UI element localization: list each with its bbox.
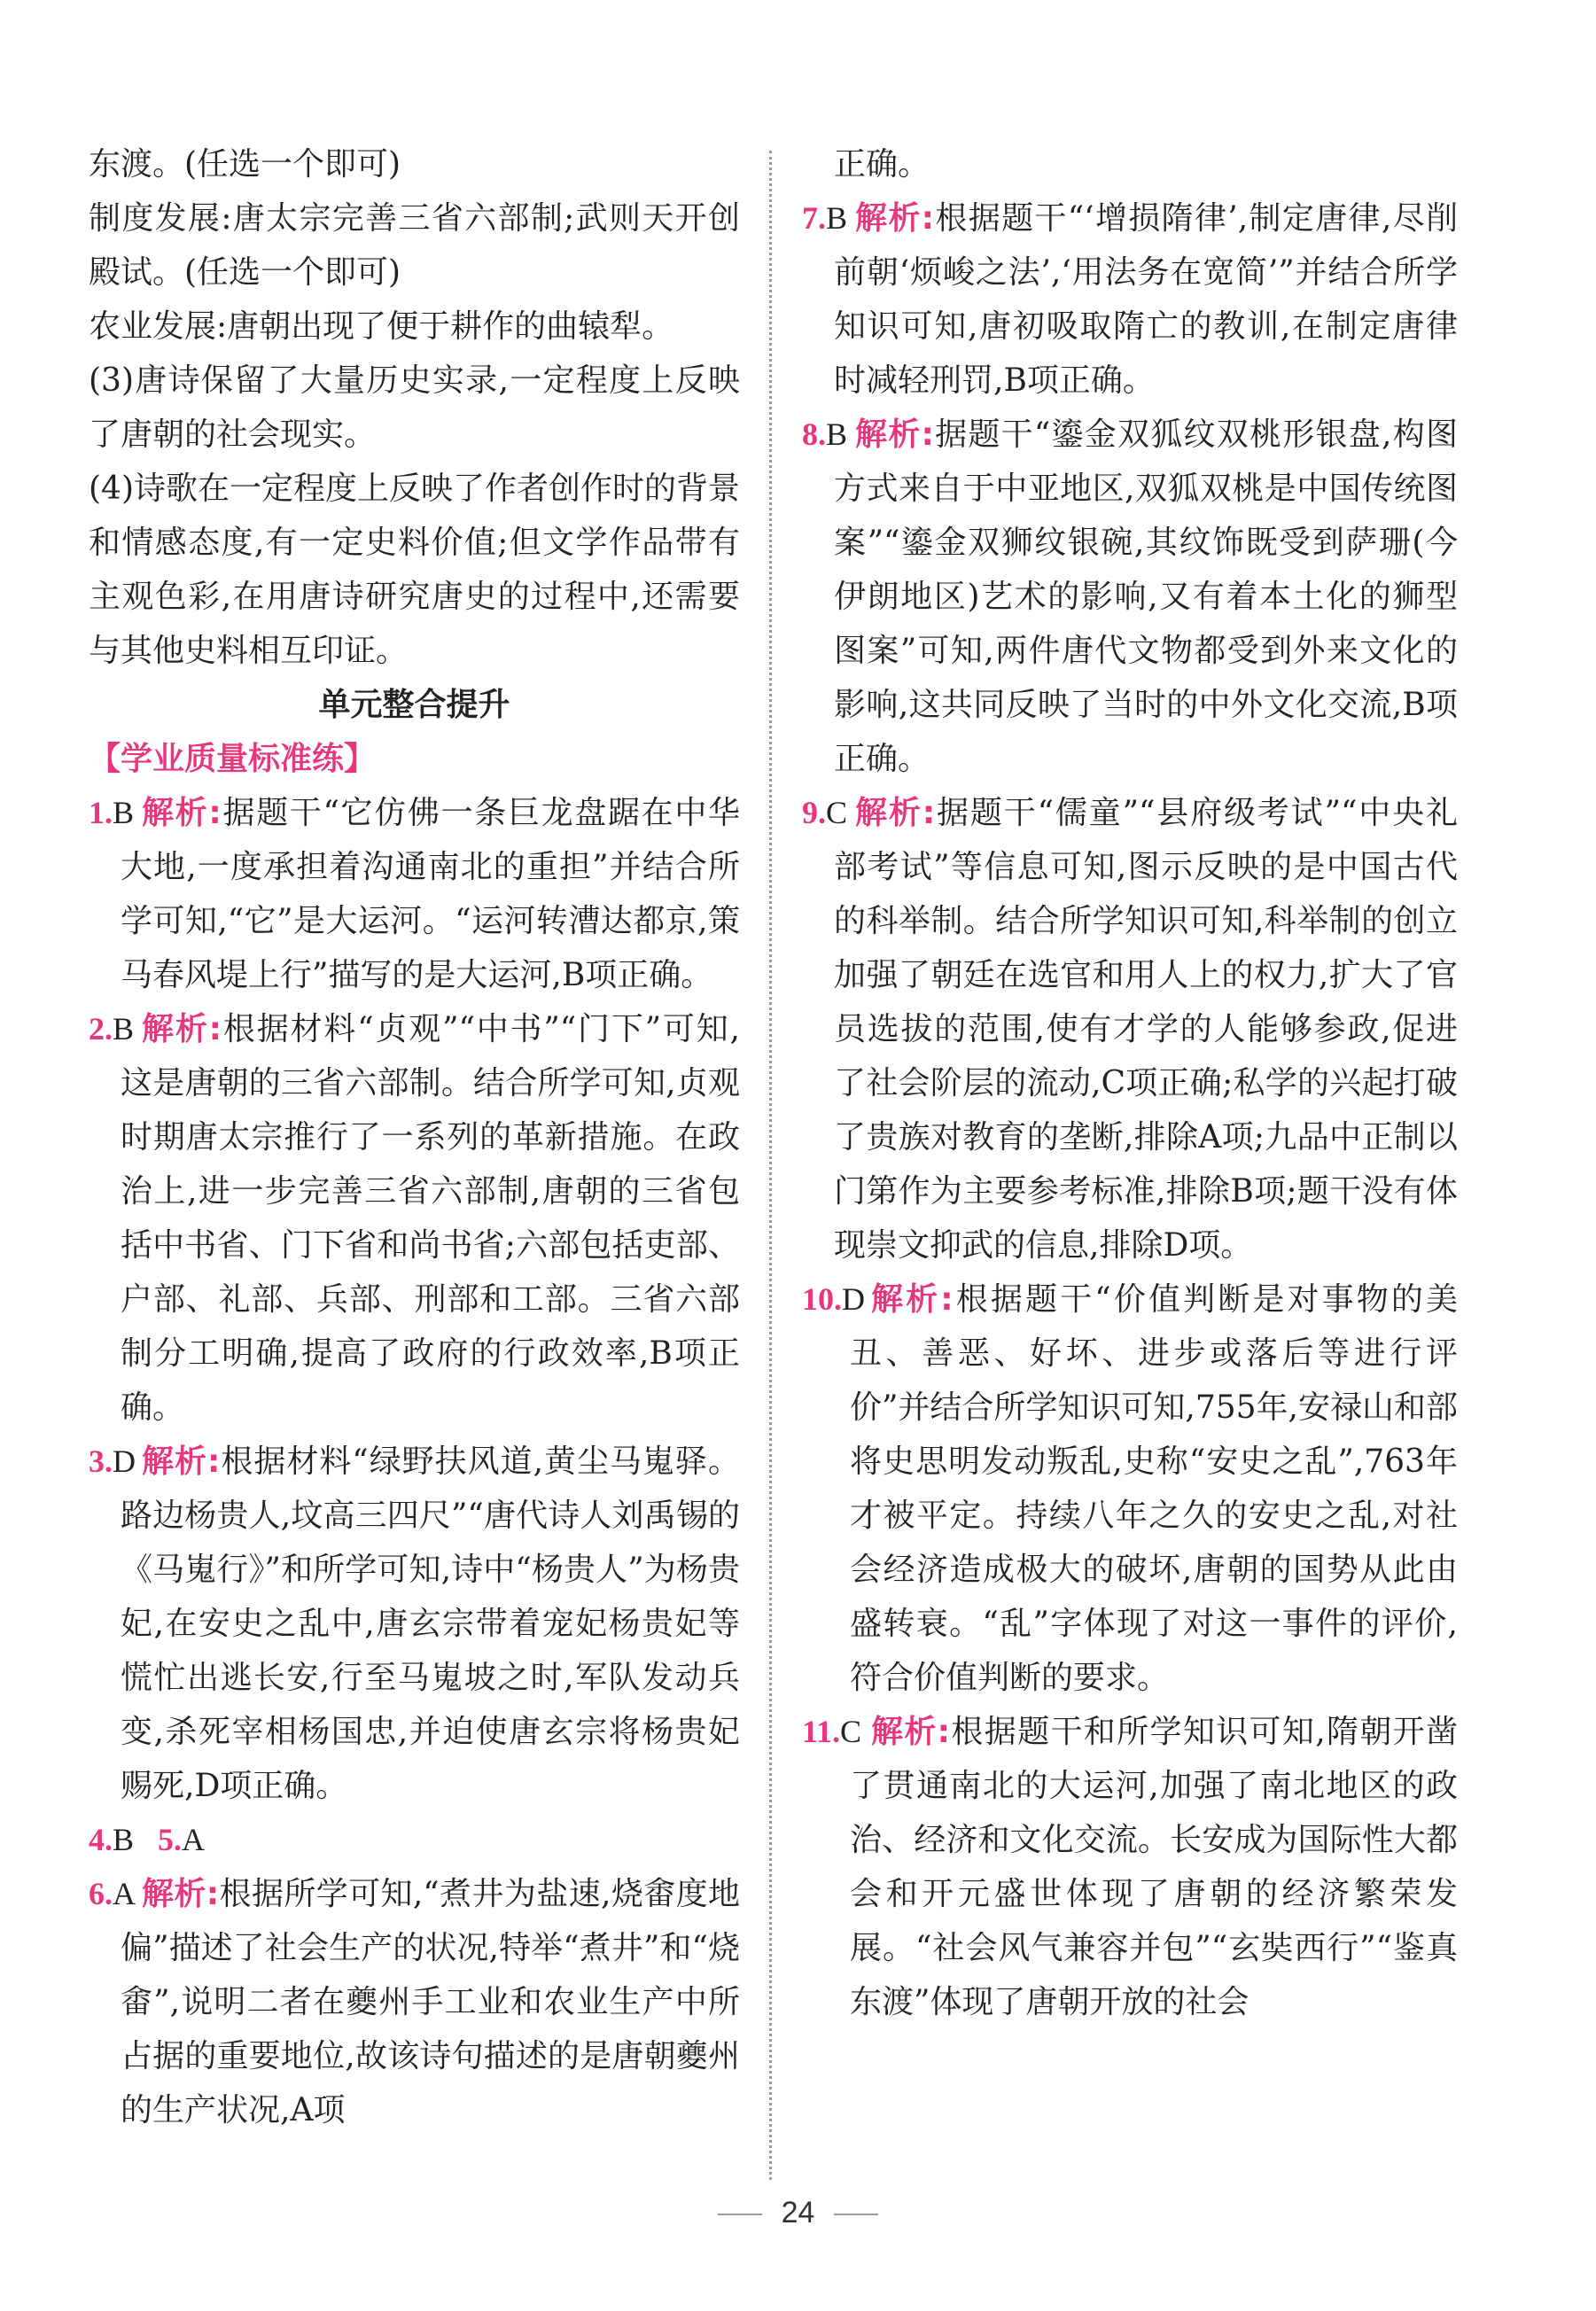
question-label: 8.B	[802, 416, 848, 452]
section-title: 单元整合提升	[318, 687, 510, 723]
paragraph: (3)唐诗保留了大量历史实录,一定程度上反映了唐朝的社会现实。	[89, 362, 740, 453]
answer-item-10	[802, 1272, 1458, 1705]
answer: A	[182, 1822, 206, 1857]
analysis-tag: 解析:	[855, 795, 936, 831]
answer-item-11	[802, 1705, 1458, 2029]
column-divider	[769, 151, 772, 2180]
answer-item-6	[89, 1867, 740, 2137]
dash-decoration	[834, 2214, 878, 2215]
paragraph: 东渡。(任选一个即可)	[89, 146, 401, 183]
analysis-tag: 解析:	[142, 1443, 221, 1480]
question-number: 5.	[158, 1822, 183, 1857]
analysis-text: 根据材料“贞观”“中书”“门下”可知,这是唐朝的三省六部制。结合所学可知,贞观时期唐太宗推行了一系列的革新措施。在政治上,进一步完善三省六部制,唐朝的三省包括中书省、门下省和尚书省;六部包括吏部、户部、礼部、兵部、刑部和工部。三省六部制分工明确,提高了政府的行政效率,B项正确。	[121, 1011, 740, 1426]
question-label: 7.B	[802, 200, 848, 236]
question-label: 2.B	[89, 1011, 135, 1047]
paragraph: 农业发展:唐朝出现了便于耕作的曲辕犁。	[89, 308, 674, 345]
right-column	[802, 137, 1458, 2029]
analysis-tag: 解析:	[142, 795, 222, 831]
paragraph: 正确。	[834, 146, 930, 183]
question-label: 11.C	[802, 1714, 862, 1749]
answer: B	[113, 1822, 135, 1857]
analysis-tag: 解析:	[855, 200, 935, 237]
answer-item-1	[89, 786, 740, 1002]
question-label: 10.D	[802, 1281, 865, 1317]
question-label: 6.A	[89, 1876, 136, 1911]
subsection-title: 【学业质量标准练】	[89, 741, 377, 777]
page-number-text: 24	[781, 2196, 815, 2229]
question-number: 4.	[89, 1822, 113, 1857]
analysis-text: 根据材料“绿野扶风道,黄尘马嵬驿。路边杨贵人,坟高三四尺”“唐代诗人刘禹锡的《马嵬行》”和所学可知,诗中“杨贵人”为杨贵妃,在安史之乱中,唐玄宗带着宠妃杨贵妃等慌忙出逃长安,行至马嵬坡之时,军队发动兵变,杀死宰相杨国忠,并迫使唐玄宗将杨贵妃赐死,D项正确。	[121, 1443, 740, 1804]
analysis-text: 据题干“鎏金双狐纹双桃形银盘,构图方式来自于中亚地区,双狐双桃是中国传统图案”“鎏金双狮纹银碗,其纹饰既受到萨珊(今伊朗地区)艺术的影响,又有着本土化的狮型图案”可知,两件唐代文物都受到外来文化的影响,这共同反映了当时的中外文化交流,B项正确。	[834, 416, 1458, 777]
question-label: 1.B	[89, 795, 135, 830]
left-column	[89, 137, 740, 2137]
answer-item-9	[802, 786, 1458, 1272]
analysis-text: 据题干“儒童”“县府级考试”“中央礼部考试”等信息可知,图示反映的是中国古代的科举制。结合所学知识可知,科举制的创立加强了朝廷在选官和用人上的权力,扩大了官员选拔的范围,使有才学的人能够参政,促进了社会阶层的流动,C项正确;私学的兴起打破了贵族对教育的垄断,排除A项;九品中正制以门第作为主要参考标准,排除B项;题干没有体现崇文抑武的信息,排除D项。	[834, 795, 1458, 1264]
answer-item-4-5	[89, 1813, 740, 1867]
answer-item-3	[89, 1435, 740, 1813]
analysis-text: 根据所学可知,“煮井为盐速,烧畬度地偏”描述了社会生产的状况,特举“煮井”和“烧畬”,说明二者在夔州手工业和农业生产中所占据的重要地位,故该诗句描述的是唐朝夔州的生产状况,A项	[121, 1876, 740, 2128]
answer-item-2	[89, 1002, 740, 1435]
answer-item-8	[802, 408, 1458, 786]
analysis-text: 根据题干和所学知识可知,隋朝开凿了贯通南北的大运河,加强了南北地区的政治、经济和文化交流。长安成为国际性大都会和开元盛世体现了唐朝的经济繁荣发展。“社会风气兼容并包”“玄奘西行”“鉴真东渡”体现了唐朝开放的社会	[850, 1714, 1458, 2020]
analysis-tag: 解析:	[855, 416, 934, 453]
question-label: 3.D	[89, 1443, 136, 1479]
dash-decoration	[718, 2214, 762, 2215]
paragraph: 制度发展:唐太宗完善三省六部制;武则天开创殿试。(任选一个即可)	[89, 200, 740, 291]
answer-item-7	[802, 191, 1458, 408]
page-number	[0, 2196, 1596, 2230]
analysis-text: 根据题干“价值判断是对事物的美丑、善恶、好坏、进步或落后等进行评价”并结合所学知识可知,755年,安禄山和部将史思明发动叛乱,史称“安史之乱”,763年才被平定。持续八年之久的安史之乱,对社会经济造成极大的破坏,唐朝的国势从此由盛转衰。“乱”字体现了对这一事件的评价,符合价值判断的要求。	[850, 1281, 1459, 1696]
analysis-tag: 解析:	[871, 1281, 954, 1318]
analysis-tag: 解析:	[142, 1011, 222, 1047]
analysis-tag: 解析:	[871, 1714, 951, 1750]
paragraph: (4)诗歌在一定程度上反映了作者创作时的背景和情感态度,有一定史料价值;但文学作品带有主观色彩,在用唐诗研究唐史的过程中,还需要与其他史料相互印证。	[89, 471, 740, 669]
analysis-text: 据题干“它仿佛一条巨龙盘踞在中华大地,一度承担着沟通南北的重担”并结合所学可知,“它”是大运河。“运河转漕达都京,策马春风堤上行”描写的是大运河,B项正确。	[121, 795, 741, 993]
analysis-tag: 解析:	[142, 1876, 220, 1912]
question-label: 9.C	[802, 795, 848, 830]
analysis-text: 根据题干“‘增损隋律’,制定唐律,尽削前朝‘烦峻之法’,‘用法务在宽简’”并结合所学知识可知,唐初吸取隋亡的教训,在制定唐律时减轻刑罚,B项正确。	[834, 200, 1458, 399]
